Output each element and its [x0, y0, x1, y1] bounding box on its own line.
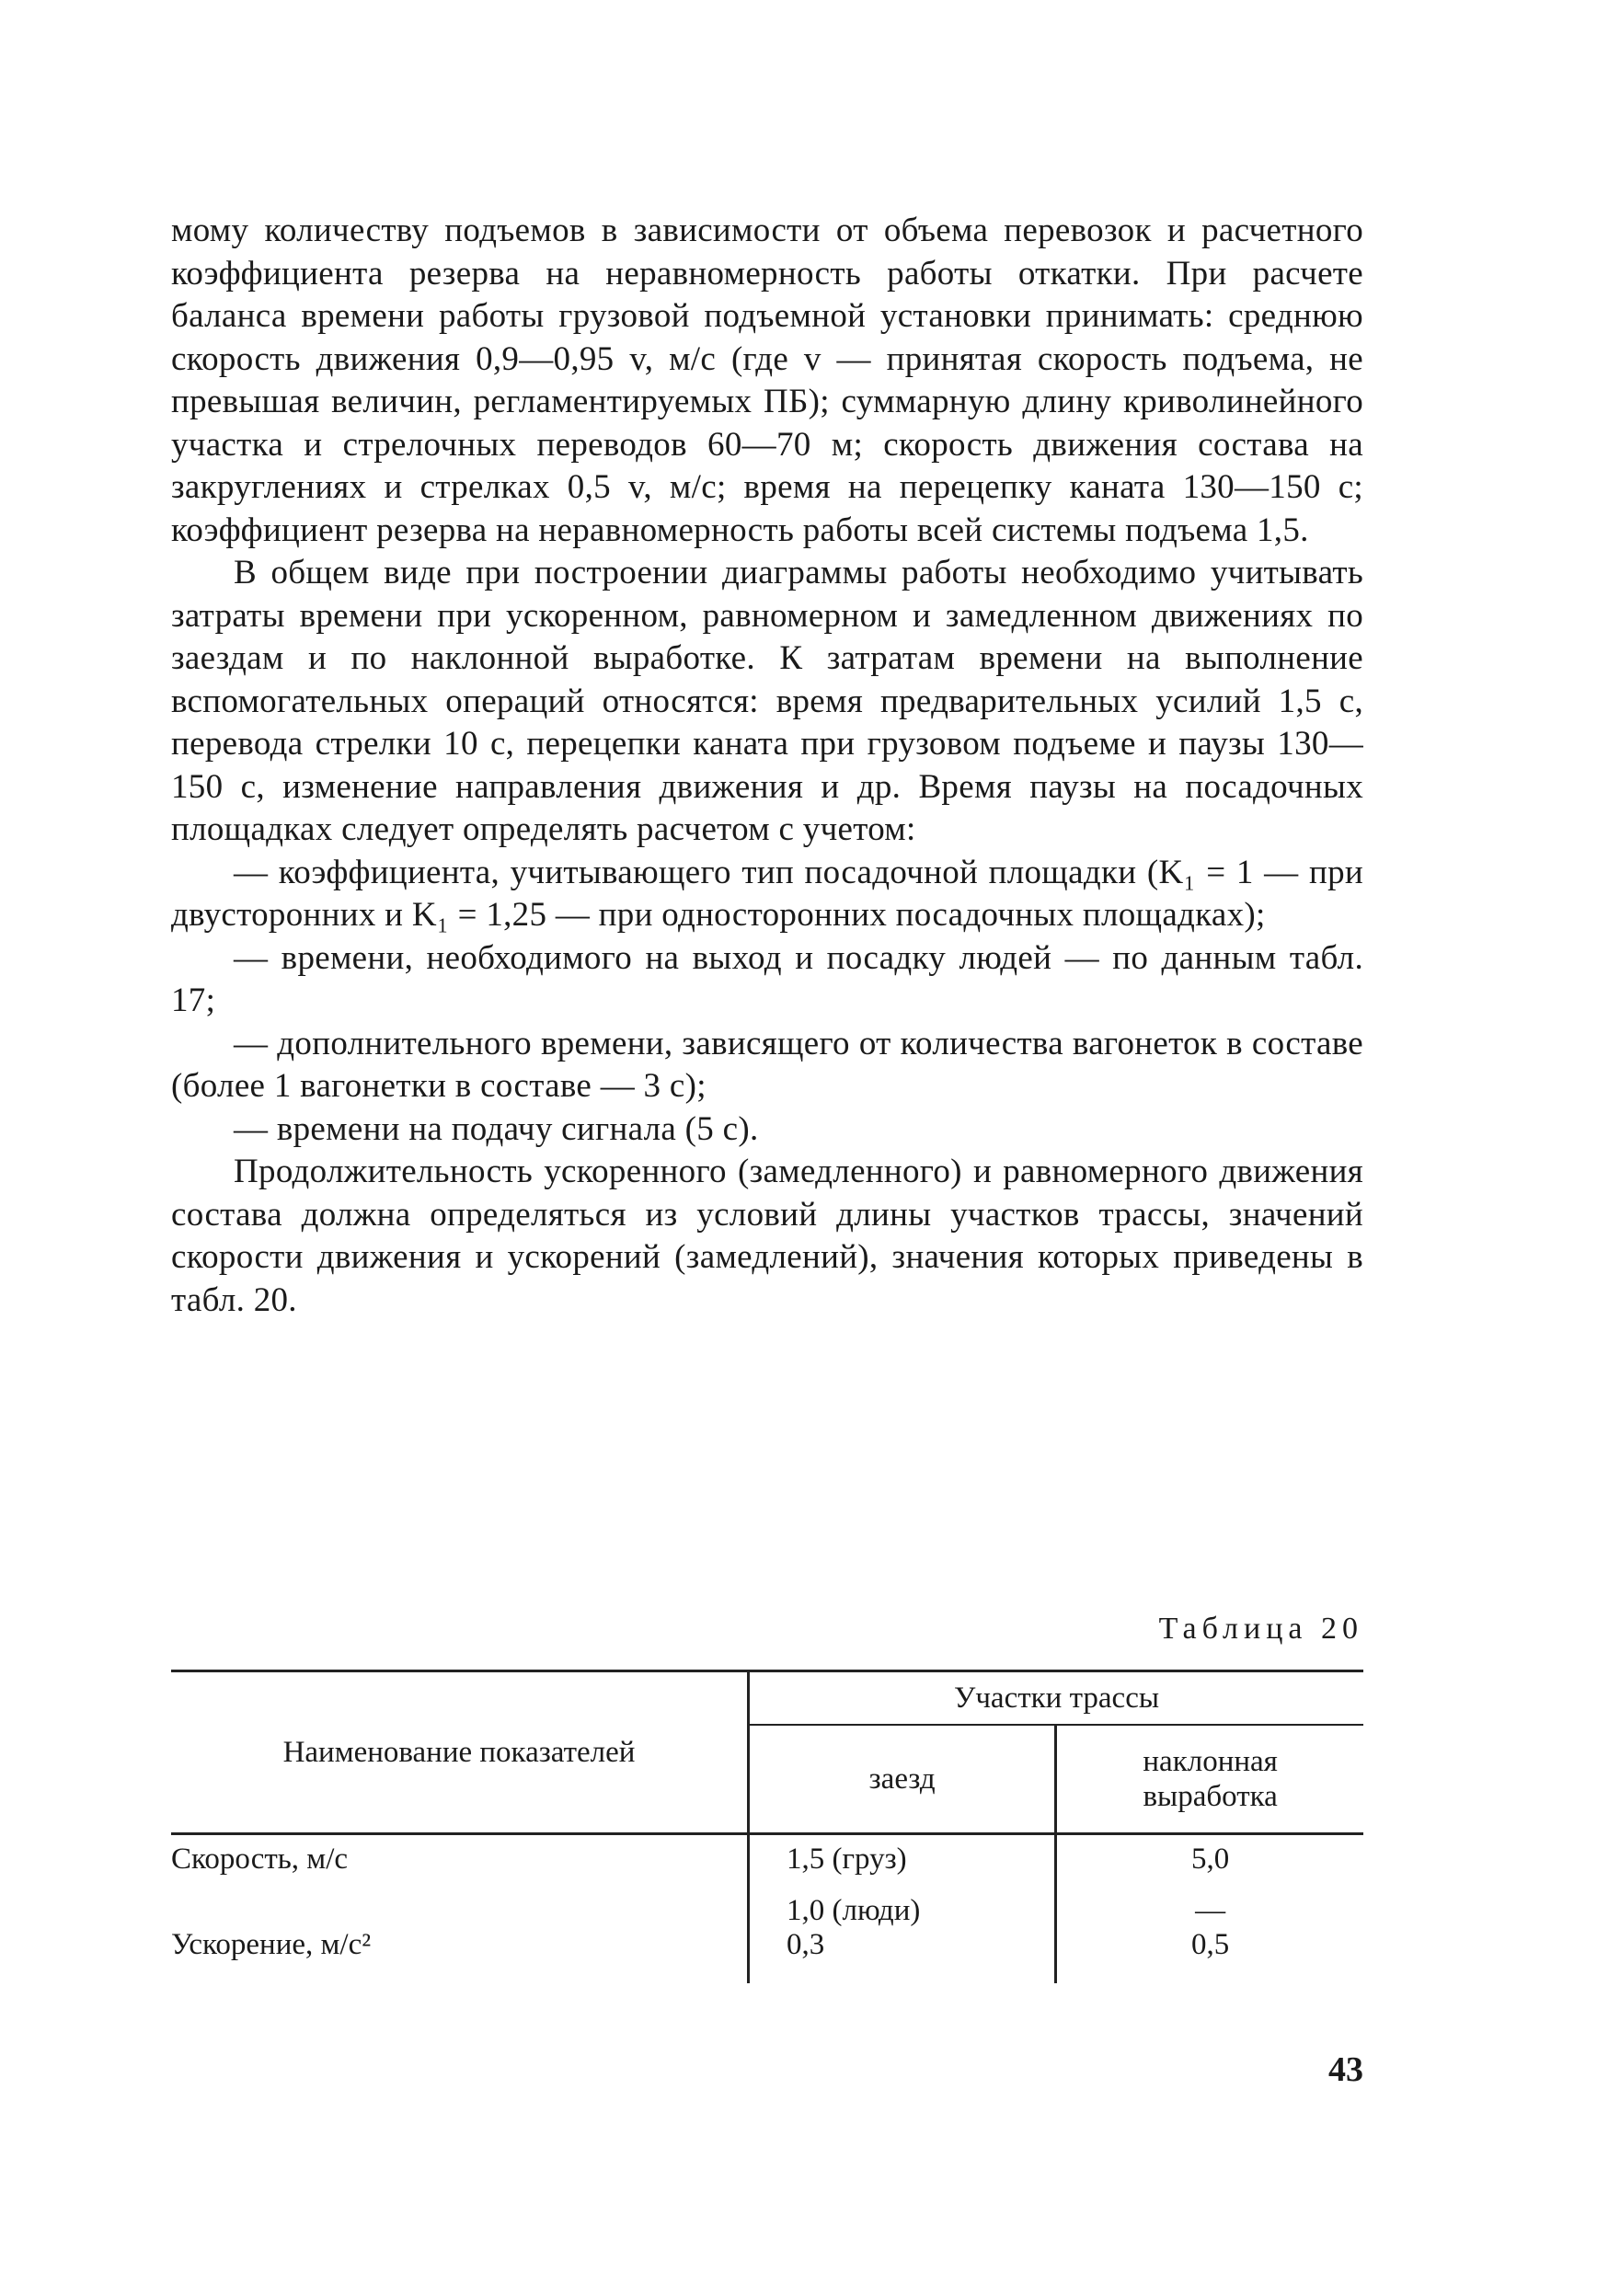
- row-name: [171, 1894, 749, 1928]
- paragraph-2: В общем виде при построении диаграммы работы необходимо учитывать затраты времени при ускоренном, равномерном и замедленном движениях по заездам и по наклонной выработке. К затратам времени на выполнение вспомогательных операций относятся: время предварительных усилий 1,5 с, перевода стрелки 10 с, перецепки каната при грузовом подъеме и паузы 130—150 с, изменение направления движения и др. Время паузы на посадочных площадках следует определять расчетом с учетом:: [171, 554, 1363, 848]
- page-number: 43: [1328, 2050, 1363, 2089]
- paragraph-3: Продолжительность ускоренного (замедленного) и равномерного движения состава должна определяться из условий длины участков трассы, значений скорости движения и ускорений (замедлений), значения которых приведены в табл. 20.: [171, 1153, 1363, 1319]
- cell-b: —: [1056, 1894, 1363, 1928]
- header-group: Участки трассы: [749, 1671, 1364, 1726]
- cell-b: 5,0: [1056, 1834, 1363, 1895]
- paragraph-1: мому количеству подъемов в зависимости от объема перевозок и расчетного коэффициента резерва на неравномерность работы откатки. При расчете баланса времени работы грузовой подъемной установки принимать: среднюю скорость движения 0,9—0,95 v, м/с (где v — принятая скорость подъема, не превышая величин, регламентируемых ПБ); суммарную длину криволинейного участка и стрелочных переводов 60—70 м; скорость движения состава на закруглениях и стрелках 0,5 v, м/с; время на перецепку каната 130—150 с; коэффициент резерва на неравномерность работы всей системы подъема 1,5.: [171, 212, 1363, 549]
- cell-a: 1,5 (груз): [749, 1834, 1056, 1895]
- header-sub-a: заезд: [749, 1725, 1056, 1834]
- table-20: [171, 1670, 1363, 1983]
- list-item-signal: — времени на подачу сигнала (5 с).: [234, 1109, 759, 1148]
- data-table: [171, 1670, 1363, 1983]
- list-item-extra-time: — дополнительного времени, зависящего от количества вагонеток в составе (более 1 вагонетки в составе — 3 с);: [171, 1024, 1363, 1105]
- header-sub-b: [1056, 1725, 1363, 1834]
- page-text: [171, 210, 1363, 1322]
- list-item-time-exit: — времени, необходимого на выход и посадку людей — по данным табл. 17;: [171, 938, 1363, 1019]
- header-sub-b-line1: наклонная: [1143, 1745, 1278, 1778]
- row-name: Ускорение, м/с²: [171, 1928, 372, 1961]
- table-row: [171, 1928, 1363, 1983]
- table-caption: Таблица 20: [1158, 1612, 1363, 1646]
- list-item-coefficient: — коэффициента, учитывающего тип посадочной площадки (K₁ = 1 — при двусторонних и K₁ = 1,25 — при односторонних посадочных площадках);: [171, 853, 1363, 934]
- table-row: [171, 1834, 1363, 1895]
- table-row: [171, 1894, 1363, 1928]
- cell-a: 1,0 (люди): [749, 1894, 1056, 1928]
- header-name-col: Наименование показателей: [171, 1671, 749, 1834]
- cell-b: 0,5: [1056, 1928, 1363, 1983]
- cell-a: 0,3: [749, 1928, 1056, 1983]
- header-sub-b-line2: выработка: [1143, 1780, 1278, 1813]
- row-name: Скорость, м/с: [171, 1843, 349, 1876]
